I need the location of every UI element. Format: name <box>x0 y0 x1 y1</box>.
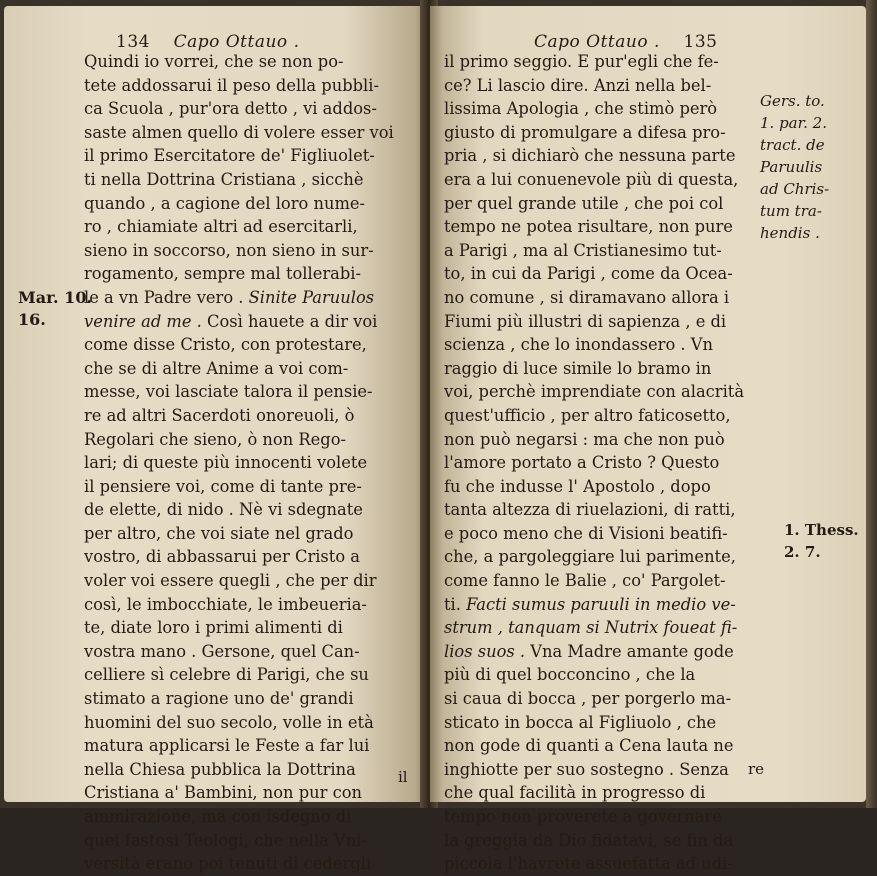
text-line: voi, perchè imprendiate con alacrità <box>444 382 745 402</box>
text-line: ro , chiamiate altri ad esercitarli, <box>84 217 358 237</box>
text-line: no comune , si diramavano allora i <box>444 287 730 307</box>
left-running-head: Capo Ottauo . <box>173 32 300 52</box>
right-margin-note-bottom <box>784 519 859 563</box>
text-line: non può negarsi : ma che non può <box>444 429 725 449</box>
margin-note-line: Gers. to. <box>760 92 825 110</box>
text-line: piccola l'havrete assuefatta ad udi- <box>444 854 733 874</box>
text-line: come disse Cristo, con protestare, <box>84 335 367 355</box>
text-line: nella Chiesa pubblica la Dottrina <box>84 759 356 779</box>
text-line: re ad altri Sacerdoti onoreuoli, ò <box>84 405 355 425</box>
margin-note-line: 1. Thess. <box>784 521 859 539</box>
text-line: il pensiere voi, come di tante pre- <box>84 476 362 496</box>
text-line: come fanno le Balie , co' Pargolet- <box>444 571 726 591</box>
text-line: versità erano poi tenuti di cedergli <box>84 854 372 874</box>
text-line: voler voi essere quegli , che per dir <box>84 571 377 591</box>
text-line: to, in cui da Parigi , come da Ocea- <box>444 264 733 284</box>
left-page-number: 134 <box>116 32 150 52</box>
text-line: tanta altezza di riuelazioni, di ratti, <box>444 500 736 520</box>
text-line: scienza , che lo inondassero . Vn <box>444 335 714 355</box>
text-line: lios suos . Vna Madre amante gode <box>444 641 734 661</box>
text-line: pria , si dichiarò che nessuna parte <box>444 146 736 166</box>
text-line: inghiotte per suo sostegno . Senza <box>444 759 729 779</box>
text-line: per altro, che voi siate nel grado <box>84 523 354 543</box>
text-line: ca Scuola , pur'ora detto , vi addos- <box>84 99 377 119</box>
text-line: quest'ufficio , per altro faticosetto, <box>444 405 731 425</box>
text-line: huomini del suo secolo, volle in età <box>84 712 374 732</box>
margin-note-line: 1. par. 2. <box>760 114 827 132</box>
text-line: e poco meno che di Visioni beatifi- <box>444 523 728 543</box>
text-line: tempo non proverete a governare <box>444 807 722 826</box>
text-line: lari; di queste più innocenti volete <box>84 453 368 473</box>
left-catchword: il <box>398 768 408 786</box>
right-page <box>430 6 866 874</box>
text-line: che qual facilità in progresso di <box>444 783 706 803</box>
right-page-number: 135 <box>683 32 718 52</box>
text-line: lissima Apologia , che stimò però <box>444 99 718 119</box>
text-line: si caua di bocca , per porgerlo ma- <box>444 689 732 709</box>
right-running-head: Capo Ottauo . <box>534 32 660 52</box>
margin-note-line: tum tra- <box>760 202 822 220</box>
text-line: l'amore portato a Cristo ? Questo <box>444 453 720 473</box>
right-catchword: re <box>748 760 765 778</box>
left-page-header <box>116 32 299 52</box>
text-line: venire ad me . Così hauete a dir voi <box>84 311 378 331</box>
text-line: de elette, di nido . Nè vi sdegnate <box>84 500 363 520</box>
text-line: sieno in soccorso, non sieno in sur- <box>84 240 374 260</box>
text-line: ce? Li lascio dire. Anzi nella bel- <box>444 75 712 95</box>
text-line: vostra mano . Gersone, quel Can- <box>84 641 360 661</box>
margin-note-line: Mar. 10. <box>18 288 93 307</box>
text-line: ti. Facti sumus paruuli in medio ve- <box>444 594 736 614</box>
text-line: le a vn Padre vero . Sinite Paruulos <box>84 287 375 307</box>
text-line: quei fastosi Teologi, che nella Vni- <box>84 830 367 850</box>
text-line: ti nella Dottrina Cristiana , sicchè <box>84 169 364 189</box>
margin-note-line: hendis . <box>760 224 820 242</box>
text-line: Regolari che sieno, ò non Rego- <box>84 429 346 449</box>
text-line: stimato a ragione uno de' grandi <box>84 689 354 709</box>
text-line: che, a pargoleggiare lui parimente, <box>444 547 736 567</box>
right-margin-note-top <box>760 90 829 244</box>
page-edges <box>866 0 877 808</box>
text-line: giusto di promulgare a difesa pro- <box>444 122 726 142</box>
text-line: così, le imbocchiate, le imbeueria- <box>84 594 367 614</box>
text-line: che se di altre Anime a voi com- <box>84 358 349 378</box>
right-page-text <box>444 50 744 876</box>
margin-note-line: 16. <box>18 310 46 329</box>
text-line: sticato in bocca al Figliuolo , che <box>444 712 717 732</box>
text-line: rogamento, sempre mal tollerabi- <box>84 264 361 284</box>
text-line: il primo seggio. E pur'egli che fe- <box>444 52 719 71</box>
text-line: tempo ne potea risultare, non pure <box>444 217 733 237</box>
text-line: Cristiana a' Bambini, non pur con <box>84 783 362 803</box>
text-line: strum , tanquam si Nutrix foueat fi- <box>444 618 738 638</box>
text-line: Fiumi più illustri di sapienza , e di <box>444 311 727 331</box>
text-line: la greggia da Dio fidatavi, se fin da <box>444 830 734 850</box>
text-line: vostro, di abbassarui per Cristo a <box>84 547 361 567</box>
text-line: matura applicarsi le Feste a far lui <box>84 736 370 756</box>
text-line: Quindi io vorrei, che se non po- <box>84 52 344 71</box>
text-line: il primo Esercitatore de' Figliuolet- <box>84 146 375 166</box>
margin-note-line: Paruulis <box>760 158 823 176</box>
left-page <box>4 6 428 874</box>
margin-note-line: 2. 7. <box>784 543 821 561</box>
text-line: quando , a cagione del loro nume- <box>84 193 366 213</box>
margin-note-line: ad Chris- <box>760 180 830 198</box>
text-line: celliere sì celebre di Parigi, che su <box>84 665 369 685</box>
text-line: a Parigi , ma al Cristianesimo tut- <box>444 240 722 260</box>
text-line: era a lui conuenevole più di questa, <box>444 169 739 189</box>
text-line: per quel grande utile , che poi col <box>444 193 724 213</box>
text-line: te, diate loro i primi alimenti di <box>84 618 343 638</box>
margin-note-line: tract. de <box>760 136 825 154</box>
text-line: più di quel bocconcino , che la <box>444 665 696 685</box>
text-line: raggio di luce simile lo bramo in <box>444 358 712 378</box>
text-line: non gode di quanti a Cena lauta ne <box>444 736 734 756</box>
text-line: tete addossarui il peso della pubbli- <box>84 75 379 95</box>
text-line: messe, voi lasciate talora il pensie- <box>84 382 373 402</box>
text-line: saste almen quello di volere esser voi <box>84 122 394 142</box>
text-line: fu che indusse l' Apostolo , dopo <box>444 476 711 496</box>
right-page-header <box>534 32 717 52</box>
left-margin-note <box>18 287 92 331</box>
left-page-text <box>84 50 394 876</box>
text-line: ammirazione, ma con isdegno di <box>84 807 352 826</box>
